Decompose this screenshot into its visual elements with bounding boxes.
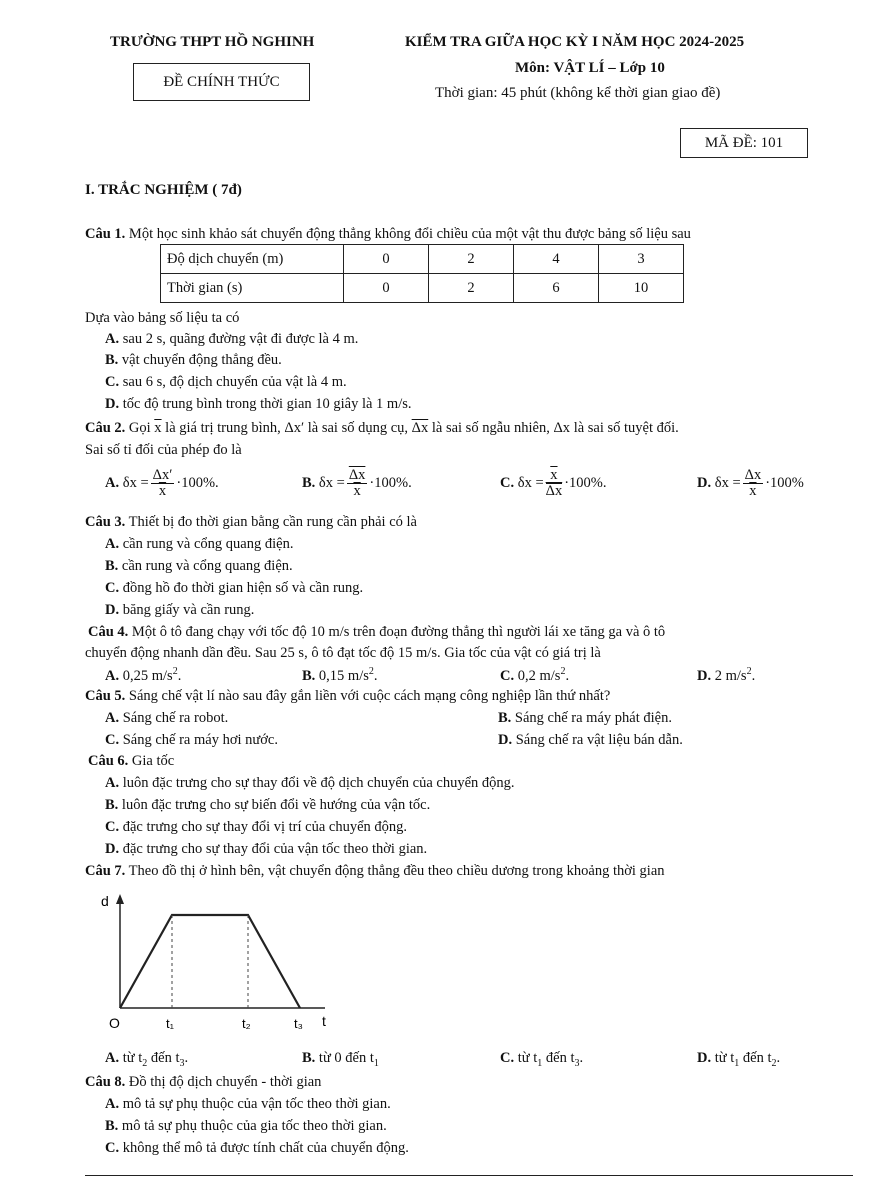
question-label: Câu 5. [85,688,126,704]
subscript: 3 [574,1057,580,1069]
option-key: C. [500,1050,515,1066]
question-text: là sai số tuyệt đối. [573,420,679,436]
option-a[interactable] [105,468,219,499]
option-text: 0,2 m/s [517,667,561,684]
option-text: tốc độ trung bình trong thời gian 10 giây là 1 m/s. [122,396,412,412]
superscript: 2 [172,666,178,677]
table-cell: 10 [599,274,684,303]
option-key: A. [105,710,120,726]
fraction [151,468,175,499]
option-key: C. [500,474,515,491]
option-key: C. [105,819,120,835]
option-text: cần rung và cổng quang điện. [122,536,294,552]
question-2 [85,420,679,437]
question-text: Một ô tô đang chạy với tốc độ 10 m/s trên đoạn đường thẳng thì người lái xe tăng ga và ô tô [131,624,666,640]
option-key: D. [105,602,120,618]
section-title: I. TRẮC NGHIỆM ( 7đ) [85,182,242,198]
question-4 [88,624,665,641]
option-key: B. [105,797,119,813]
t2-label: t₂ [242,1016,251,1031]
option-c[interactable] [105,1140,409,1157]
symbol-dx: Δx [553,420,571,436]
denominator: x [353,483,361,499]
option-c[interactable] [500,666,569,685]
option-key: A. [105,331,120,347]
d-label: d [101,893,109,909]
option-key: B. [302,667,316,684]
question-text: là giá trị trung bình, [165,420,281,436]
fraction [347,468,368,499]
option-c[interactable] [500,1050,583,1069]
exam-title: KIỂM TRA GIỮA HỌC KỲ I NĂM HỌC 2024-2025 [405,34,745,50]
question-1 [85,226,691,243]
table-cell: 2 [429,274,514,303]
table-cell: 0 [344,245,429,274]
option-key: A. [105,775,120,791]
option-text: đến t [542,1050,575,1066]
punct: . [177,667,182,684]
option-d[interactable] [498,732,683,749]
option-text: Sáng chế ra máy phát điện. [514,710,672,726]
exam-code: MÃ ĐỀ: 101 [680,128,808,158]
option-b[interactable] [105,797,430,814]
question-text: là sai số dụng cụ, [307,420,409,436]
question-3 [85,514,417,531]
option-b[interactable] [302,666,378,685]
option-c[interactable] [500,468,607,499]
option-text: 2 m/s [714,667,747,684]
punct: . [579,1050,584,1066]
superscript: 2 [368,666,374,677]
school-name: TRƯỜNG THPT HỒ NGHINH [110,34,315,50]
subscript: 2 [142,1057,148,1069]
option-c[interactable] [105,580,363,597]
punct: . [751,667,756,684]
subscript: 2 [771,1057,777,1069]
option-key: B. [105,558,119,574]
table-cell: 4 [514,245,599,274]
option-text: từ t [714,1050,735,1066]
exam-time: Thời gian: 45 phút (không kể thời gian giao đề) [435,85,721,101]
symbol-dx-prime: Δx′ [284,420,305,436]
numerator: Δx′ [152,467,173,483]
symbol-xbar: $\overline{x}$ [154,420,162,436]
option-b[interactable] [498,710,672,727]
option-text: 0,25 m/s [122,667,173,684]
option-key: D. [697,1050,712,1066]
option-key: A. [105,536,120,552]
option-text: cần rung và cổng quang điện. [121,558,293,574]
numerator: Δx [744,467,762,483]
option-key: B. [498,710,512,726]
option-key: C. [105,580,120,596]
option-key: B. [105,352,119,368]
punct: . [602,474,607,491]
question-label: Câu 6. [88,753,129,769]
question-text: Thiết bị đo thời gian bằng cần rung cần phải có là [128,514,417,530]
distance-time-graph [95,888,345,1033]
symbol-dx-bar: $\overline{\Delta x}$ [411,420,429,436]
question-text: Theo đồ thị ở hình bên, vật chuyển động thẳng đều theo chiều dương trong khoảng thời gian [128,863,665,879]
option-key: D. [105,841,120,857]
option-text: đồng hồ đo thời gian hiện số và cần rung. [122,580,364,596]
option-key: C. [105,1140,120,1156]
question-7 [85,863,665,880]
option-d[interactable] [105,602,254,619]
option-text: luôn đặc trưng cho sự biến đổi về hướng của vận tốc. [121,797,431,813]
table-cell: 2 [429,245,514,274]
punct: . [373,667,378,684]
option-c[interactable] [105,819,407,836]
formula-lhs: δx = [122,474,149,491]
option-text: đến t [739,1050,772,1066]
table-row [161,274,684,303]
option-key: C. [500,667,515,684]
option-text: Sáng chế ra máy hơi nước. [122,732,278,748]
fraction [743,468,764,499]
option-text: sau 2 s, quãng đường vật đi được là 4 m. [122,331,359,347]
option-text: không thể mô tả được tính chất của chuyển động. [122,1140,409,1156]
origin-label: O [109,1015,120,1031]
option-b[interactable] [105,1118,387,1135]
option-a[interactable] [105,1096,391,1113]
option-key: A. [105,1050,120,1066]
question-4-line2: chuyển động nhanh dần đều. Sau 25 s, ô tô đạt tốc độ 15 m/s. Gia tốc của vật có giá trị là [85,645,601,661]
option-text: từ t [517,1050,538,1066]
option-key: B. [105,1118,119,1134]
option-text: từ 0 đến t [318,1050,374,1066]
option-text: đặc trưng cho sự thay đổi của vận tốc theo thời gian. [122,841,428,857]
question-6 [88,753,174,770]
footer-rule [85,1175,853,1176]
option-d[interactable] [105,396,412,413]
table-cell: 3 [599,245,684,274]
table-cell: Thời gian (s) [161,274,344,303]
official-badge: ĐỀ CHÍNH THỨC [133,63,310,101]
option-a[interactable] [105,710,228,727]
option-b[interactable] [302,468,412,499]
option-text: vật chuyển động thẳng đều. [121,352,282,368]
question-label: Câu 1. [85,226,126,242]
question-text: Gọi [128,420,151,436]
numerator: $\overline{\Delta x}$ [348,467,366,483]
question-2-line2: Sai số tỉ đối của phép đo là [85,442,242,458]
punct: . [408,474,412,491]
superscript: 2 [746,666,752,677]
option-d[interactable] [697,666,755,685]
subject: Môn: VẬT LÍ – Lớp 10 [515,60,665,76]
punct: . [776,1050,781,1066]
t-label: t [322,1013,326,1029]
question-label: Câu 8. [85,1074,126,1090]
option-key: B. [302,474,316,491]
option-d[interactable] [105,841,427,858]
t3-label: t₃ [294,1016,303,1031]
table-cell: Độ dịch chuyển (m) [161,245,344,274]
option-text: mô tả sự phụ thuộc của gia tốc theo thời gian. [121,1118,387,1134]
option-b[interactable] [105,352,282,369]
denominator: Δx [545,483,563,499]
table-cell: 0 [344,274,429,303]
d-axis-arrow [116,894,124,904]
option-key: D. [697,667,712,684]
question-text: Đồ thị độ dịch chuyển - thời gian [128,1074,322,1090]
question-1-intro: Dựa vào bảng số liệu ta có [85,310,240,326]
numerator: $\overline{x}$ [546,468,563,484]
table-cell: 6 [514,274,599,303]
option-d[interactable] [697,1050,780,1069]
data-table [160,244,684,303]
denominator: x [158,483,167,499]
option-text: băng giấy và cần rung. [122,602,255,618]
question-label: Câu 2. [85,420,126,436]
option-key: B. [302,1050,316,1066]
option-d[interactable] [697,468,804,499]
question-label: Câu 4. [88,624,129,640]
option-key: C. [105,732,120,748]
option-text: mô tả sự phụ thuộc của vận tốc theo thời gian. [122,1096,391,1112]
denominator: x [749,483,757,499]
option-b[interactable] [105,558,293,575]
subscript: 3 [179,1057,185,1069]
superscript: 2 [560,666,566,677]
option-key: D. [498,732,513,748]
option-a[interactable] [105,775,515,792]
formula-rhs: ·100% [176,474,216,491]
option-c[interactable] [105,374,347,391]
formula-rhs: ·100% [765,474,804,491]
subscript: 1 [537,1057,543,1069]
t1-label: t₁ [166,1016,174,1031]
table-row [161,245,684,274]
option-key: A. [105,667,120,684]
formula-lhs: δx = [318,474,345,491]
option-text: đặc trưng cho sự thay đổi vị trí của chuyển động. [122,819,408,835]
question-text: là sai số ngẫu nhiên, [431,420,550,436]
punct: . [565,667,570,684]
subscript: 1 [734,1057,740,1069]
option-text: Sáng chế ra robot. [122,710,229,726]
question-label: Câu 3. [85,514,126,530]
option-key: D. [105,396,120,412]
option-text: luôn đặc trưng cho sự thay đổi về độ dịch chuyển của chuyển động. [122,775,515,791]
option-c[interactable] [105,732,278,749]
option-text: từ t [122,1050,143,1066]
graph-line [120,915,300,1008]
question-text: Sáng chế vật lí nào sau đây gắn liền với cuộc cách mạng công nghiệp lần thứ nhất? [128,688,611,704]
option-a[interactable] [105,331,358,348]
option-a[interactable] [105,1050,188,1069]
punct: . [215,474,219,491]
question-8 [85,1074,321,1091]
option-key: C. [105,374,120,390]
option-text: đến t [147,1050,180,1066]
question-label: Câu 7. [85,863,126,879]
option-b[interactable] [302,1050,379,1069]
punct: . [184,1050,189,1066]
option-key: D. [697,474,712,491]
formula-rhs: ·100% [564,474,603,491]
formula-lhs: δx = [517,474,544,491]
option-key: A. [105,1096,120,1112]
option-a[interactable] [105,536,293,553]
fraction [546,468,563,499]
question-text: Một học sinh khảo sát chuyển động thẳng không đổi chiều của một vật thu được bảng số liệu sau [128,226,691,242]
question-text: Gia tốc [131,753,175,769]
question-5 [85,688,610,705]
formula-rhs: ·100% [369,474,409,491]
option-a[interactable] [105,666,181,685]
option-text: Sáng chế ra vật liệu bán dẫn. [515,732,683,748]
option-key: A. [105,474,120,491]
formula-lhs: δx = [714,474,741,491]
subscript: 1 [373,1057,379,1069]
option-text: sau 6 s, độ dịch chuyển của vật là 4 m. [122,374,347,390]
option-text: 0,15 m/s [318,667,369,684]
